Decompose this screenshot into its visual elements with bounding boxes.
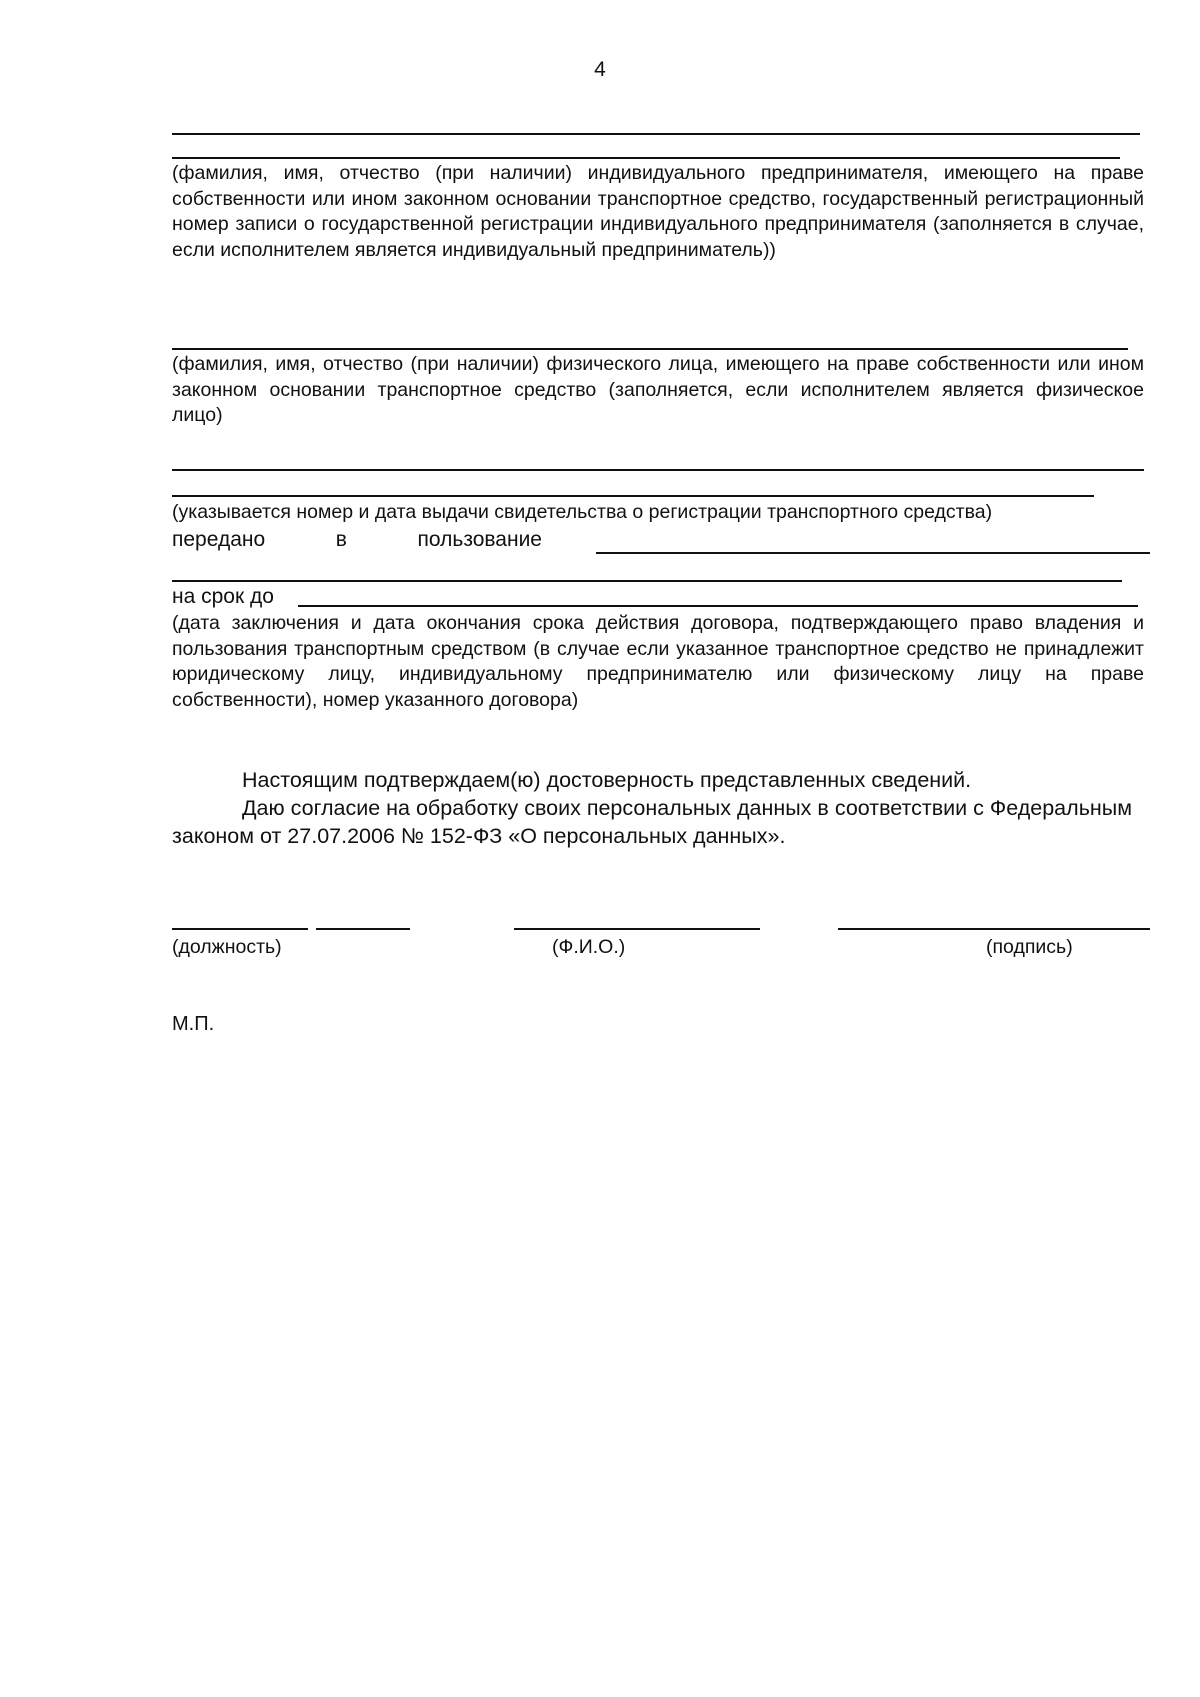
consent-statement: Даю согласие на обработку своих персональных данных в соответствии с Федеральным законом от 27.07.2006 № 152-ФЗ «О персональных данных». [172,796,1132,848]
position-fill-line-1 [172,928,308,930]
term-label: на срок до [172,585,274,608]
name-label: (Ф.И.О.) [552,936,626,958]
transferred-label: передано в пользование [172,528,542,551]
certificate-fill-line-1 [172,469,1144,471]
sign-label: (подпись) [986,936,1073,958]
ip-fill-line-1 [172,133,1140,135]
ip-caption: (фамилия, имя, отчество (при наличии) индивидуального предпринимателя, имеющего на праве собственности или ином законном основании транспортное средство, государственный регистрационный номер записи о государственной регистрации индивидуального предпринимателя (заполняется в случае, если исполнителем является индивидуальный предприниматель)) [172,162,1144,261]
contract-caption: (дата заключения и дата окончания срока действия договора, подтверждающего право владения и пользования транспортным средством (в случае если указанное транспортное средство не принадлежит юридическому лицу, индивидуальному предпринимателю или физическому лицу на праве собственности), номер указанного договора) [172,612,1144,711]
transferred-fill-line-2 [172,580,1122,582]
page-number: 4 [594,58,606,81]
position-fill-line-2 [316,928,410,930]
person-fill-line [172,348,1128,350]
term-fill-line [298,605,1138,607]
confirm-statement: Настоящим подтверждаем(ю) достоверность представленных сведений. [242,768,972,792]
certificate-caption: (указывается номер и дата выдачи свидетельства о регистрации транспортного средства) [172,501,993,523]
name-fill-line [514,928,760,930]
transferred-fill-line-1 [596,552,1150,554]
certificate-fill-line-2 [172,495,1094,497]
sign-fill-line [838,928,1150,930]
person-caption: (фамилия, имя, отчество (при наличии) физического лица, имеющего на праве собственности или ином законном основании транспортное средство (заполняется, если исполнителем является физическое лицо) [172,353,1144,426]
ip-fill-line-2 [172,157,1120,159]
stamp-label: М.П. [172,1013,215,1035]
position-label: (должность) [172,936,282,958]
